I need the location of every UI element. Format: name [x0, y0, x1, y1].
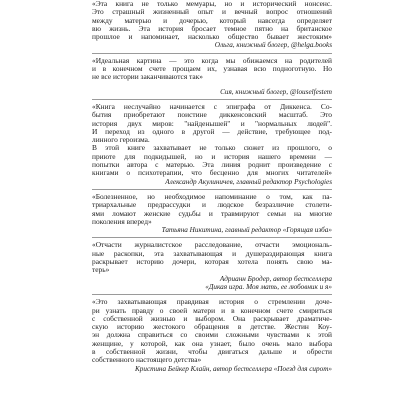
review-5-attribution-line-1: Адрианн Бродер, автор бестселлера: [219, 274, 332, 283]
review-5-line-2: ные раскопки, эта захватывающая и душераздирающая книга: [92, 249, 332, 258]
review-5-line-1: «Отчасти журналистское расследование, отчасти эмоциональ-: [92, 241, 332, 250]
review-4-line-1: «Болезненное, но необходимое напоминание о том, как па-: [92, 192, 332, 201]
review-1-line-3: между матерью и дочерью, который навсегда определяет: [92, 16, 332, 25]
review-6-attribution: Кристина Бейкер Клайн, автор бестселлера «Поезд для сирот»: [134, 364, 332, 373]
review-6-line-8: собственного настоящего детства»: [92, 356, 202, 365]
review-6-line-5: эн должна справиться со своими сложными чувствами к этой: [92, 331, 332, 340]
review-4-line-2: триархальные предрассудки и людское безразличие столети-: [92, 201, 332, 210]
review-4-attribution: Татьяна Никитина, главный редактор «Горящая изба»: [161, 226, 332, 235]
review-2-line-2: и в конечном счете прощаем их, узнавая всю подноготную. Но: [92, 65, 332, 74]
review-5-line-3: раскрывает историю дочери, которая хотела понять свою ма-: [92, 258, 332, 267]
review-5-attribution-line-2: «Дикая игра. Моя мать, ее любовник и я»: [205, 282, 332, 291]
review-1-line-1: «Эта книга не только мемуары, но и исторический нонсенс.: [92, 0, 332, 8]
review-6-line-6: женщине, у которой, как она узнает, было очень мало выбора: [92, 339, 332, 348]
review-1: [92, 0, 332, 50]
review-4-line-3: ями ломают женские судьбы и травмируют семьи на многие: [92, 209, 332, 218]
review-3-line-8: попытки автора с матерью. Эта линия роднит произведение с: [92, 161, 332, 170]
review-6-line-1: «Это захватывающая правдивая история о стремлении доче-: [92, 298, 332, 307]
review-3-line-5: линного героизма.: [92, 136, 150, 145]
review-1-attribution: Ольга, книжный блогер, @helga.books: [214, 41, 332, 50]
review-3-line-4: И переход из одного в другой — действие, требующее под-: [92, 127, 332, 136]
review-6-line-2: ри узнать правду о своей матери и в конечном счете смириться: [92, 306, 332, 315]
review-1-line-5: прошлое и напоминает, насколько общество бывает жестоким»: [92, 33, 332, 42]
review-4-line-4: поколения вперед»: [92, 217, 152, 226]
review-3-line-2: бытия приобретают поистине диккенсовский масштаб. Это: [92, 111, 332, 120]
review-6-line-4: скую историю жестокого обращения в детстве. Жестин Коу-: [92, 323, 332, 332]
review-6-line-3: с собственной жизнью и выбором. Она раскрывает драматиче-: [92, 314, 332, 323]
review-3-line-6: В этой книге захватывает не только сюжет из прошлого, о: [92, 144, 332, 153]
review-1-line-2: Это страшный жизненный опыт и вечный вопрос отношений: [92, 8, 332, 17]
review-6: [92, 298, 332, 373]
review-4: [92, 193, 332, 234]
review-5-line-4: терь»: [92, 266, 110, 275]
review-2-line-1: «Идеальная картина — это когда мы обижаемся на родителей: [92, 56, 332, 65]
review-3-line-3: история двух миров: "найденышей" и "нормальных людей".: [92, 119, 332, 128]
review-3-line-1: «Книга неслучайно начинается с эпиграфа от Диккенса. Со-: [92, 102, 332, 111]
review-3-line-9: книгами о психотерапии, что бесценно для многих читателей»: [92, 169, 332, 178]
review-5: [92, 241, 332, 291]
review-2-attribution: Сия, книжный блогер, @louselfestem: [220, 87, 332, 96]
review-3: [92, 103, 332, 186]
review-6-line-7: в собственной жизни, чтобы двигаться дальше и обрести: [92, 347, 332, 356]
review-page: [92, 0, 332, 373]
review-2-line-3: не все истории заканчиваются так»: [92, 73, 203, 82]
review-1-line-4: вю жизнь. Эта история бросает темное пятно на британское: [92, 24, 332, 33]
review-2: [92, 57, 332, 96]
review-3-attribution: Александр Акулиничев, главный редактор Psychologies: [165, 177, 332, 186]
review-3-line-7: приюте для подкидышей, но и история нашего времени —: [92, 152, 332, 161]
